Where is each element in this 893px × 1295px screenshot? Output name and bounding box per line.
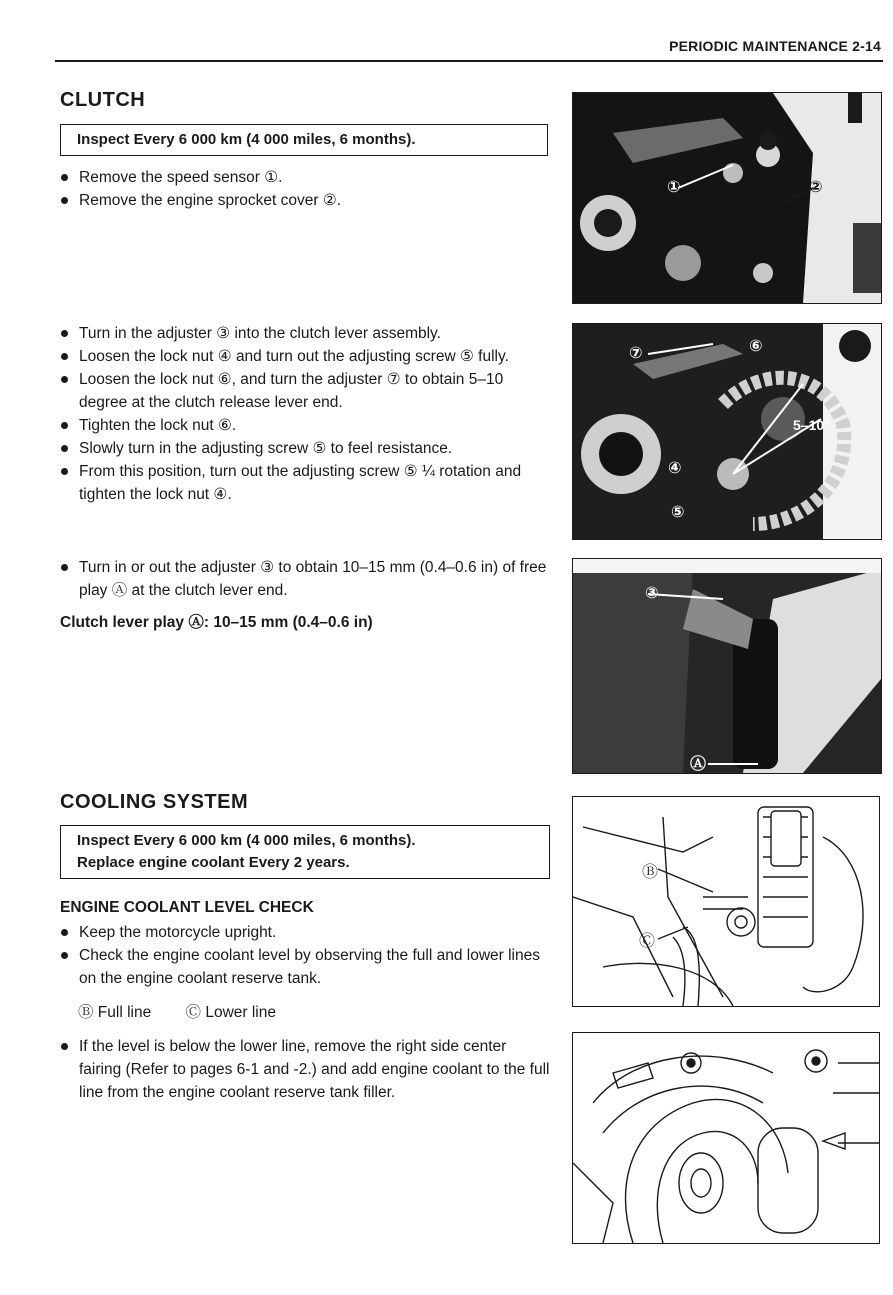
list-item: Tighten the lock nut ⑥.	[60, 414, 552, 437]
list-item: Remove the engine sprocket cover ②.	[60, 189, 545, 212]
figure-callout: ③	[645, 585, 659, 602]
list-item: If the level is below the lower line, remove the right side center fairing (Refer to pages 6-1 and -2.) and add engine coolant to the full line from the engine coolant reserve tank filler.	[60, 1035, 552, 1104]
clutch-title: CLUTCH	[60, 89, 146, 111]
clutch-inspect-box: Inspect Every 6 000 km (4 000 miles, 6 months).	[60, 124, 548, 156]
list-item: Turn in or out the adjuster ③ to obtain 10–15 mm (0.4–0.6 in) of free play Ⓐ at the clutch lever end.	[60, 556, 552, 602]
figure-callout: ⑦	[629, 345, 643, 362]
figure-callout: Ⓒ	[639, 933, 656, 950]
figure-coolant-filler-drawing	[572, 1032, 880, 1244]
list-item: Turn in the adjuster ③ into the clutch lever assembly.	[60, 322, 552, 345]
cooling-inspect-box	[60, 825, 550, 879]
clutch-steps-c	[60, 556, 552, 602]
figure-speed-sensor-photo	[572, 92, 882, 304]
list-item: Check the engine coolant level by observing the full and lower lines on the engine coolant reserve tank.	[60, 944, 552, 990]
coolant-check-heading: ENGINE COOLANT LEVEL CHECK	[60, 899, 314, 916]
list-item: Loosen the lock nut ⑥, and turn the adjuster ⑦ to obtain 5–10 degree at the clutch release lever end.	[60, 368, 552, 414]
cooling-steps-a	[60, 921, 552, 990]
figure-callout: ④	[668, 460, 682, 477]
figure-callout: Ⓐ	[690, 756, 707, 773]
clutch-steps-a	[60, 166, 545, 212]
figure-callout: ⑤	[671, 504, 685, 521]
legend-lower-line: Ⓒ Lower line	[185, 1004, 276, 1021]
list-item: Keep the motorcycle upright.	[60, 921, 552, 944]
figure-coolant-tank-drawing	[572, 796, 880, 1007]
list-item: From this position, turn out the adjusting screw ⑤ ¼ rotation and tighten the lock nut ④.	[60, 460, 552, 506]
figure-callout: ⑥	[749, 338, 763, 355]
figure-callout: ①	[667, 179, 681, 196]
inspect-line: Inspect Every 6 000 km (4 000 miles, 6 months).	[77, 832, 416, 849]
list-item: Remove the speed sensor ①.	[60, 166, 545, 189]
clutch-steps-b	[60, 322, 552, 506]
figure-callout: Ⓑ	[642, 864, 659, 881]
angle-callout: 5–10°	[793, 417, 830, 433]
figure-clutch-release-photo	[572, 323, 882, 540]
coolant-legend	[78, 1000, 306, 1022]
cooling-steps-b	[60, 1035, 552, 1104]
list-item: Loosen the lock nut ④ and turn out the adjusting screw ⑤ fully.	[60, 345, 552, 368]
cooling-title: COOLING SYSTEM	[60, 791, 249, 813]
figure-clutch-lever-photo	[572, 558, 882, 774]
clutch-lever-play-spec: Clutch lever play Ⓐ: 10–15 mm (0.4–0.6 in)	[60, 614, 373, 631]
running-header: PERIODIC MAINTENANCE 2-14	[669, 38, 881, 54]
list-item: Slowly turn in the adjusting screw ⑤ to feel resistance.	[60, 437, 552, 460]
figure-callout: ②	[809, 179, 823, 196]
header-rule	[55, 60, 883, 62]
legend-full-line: Ⓑ Full line	[78, 1004, 152, 1021]
inspect-line: Replace engine coolant Every 2 years.	[77, 854, 350, 871]
